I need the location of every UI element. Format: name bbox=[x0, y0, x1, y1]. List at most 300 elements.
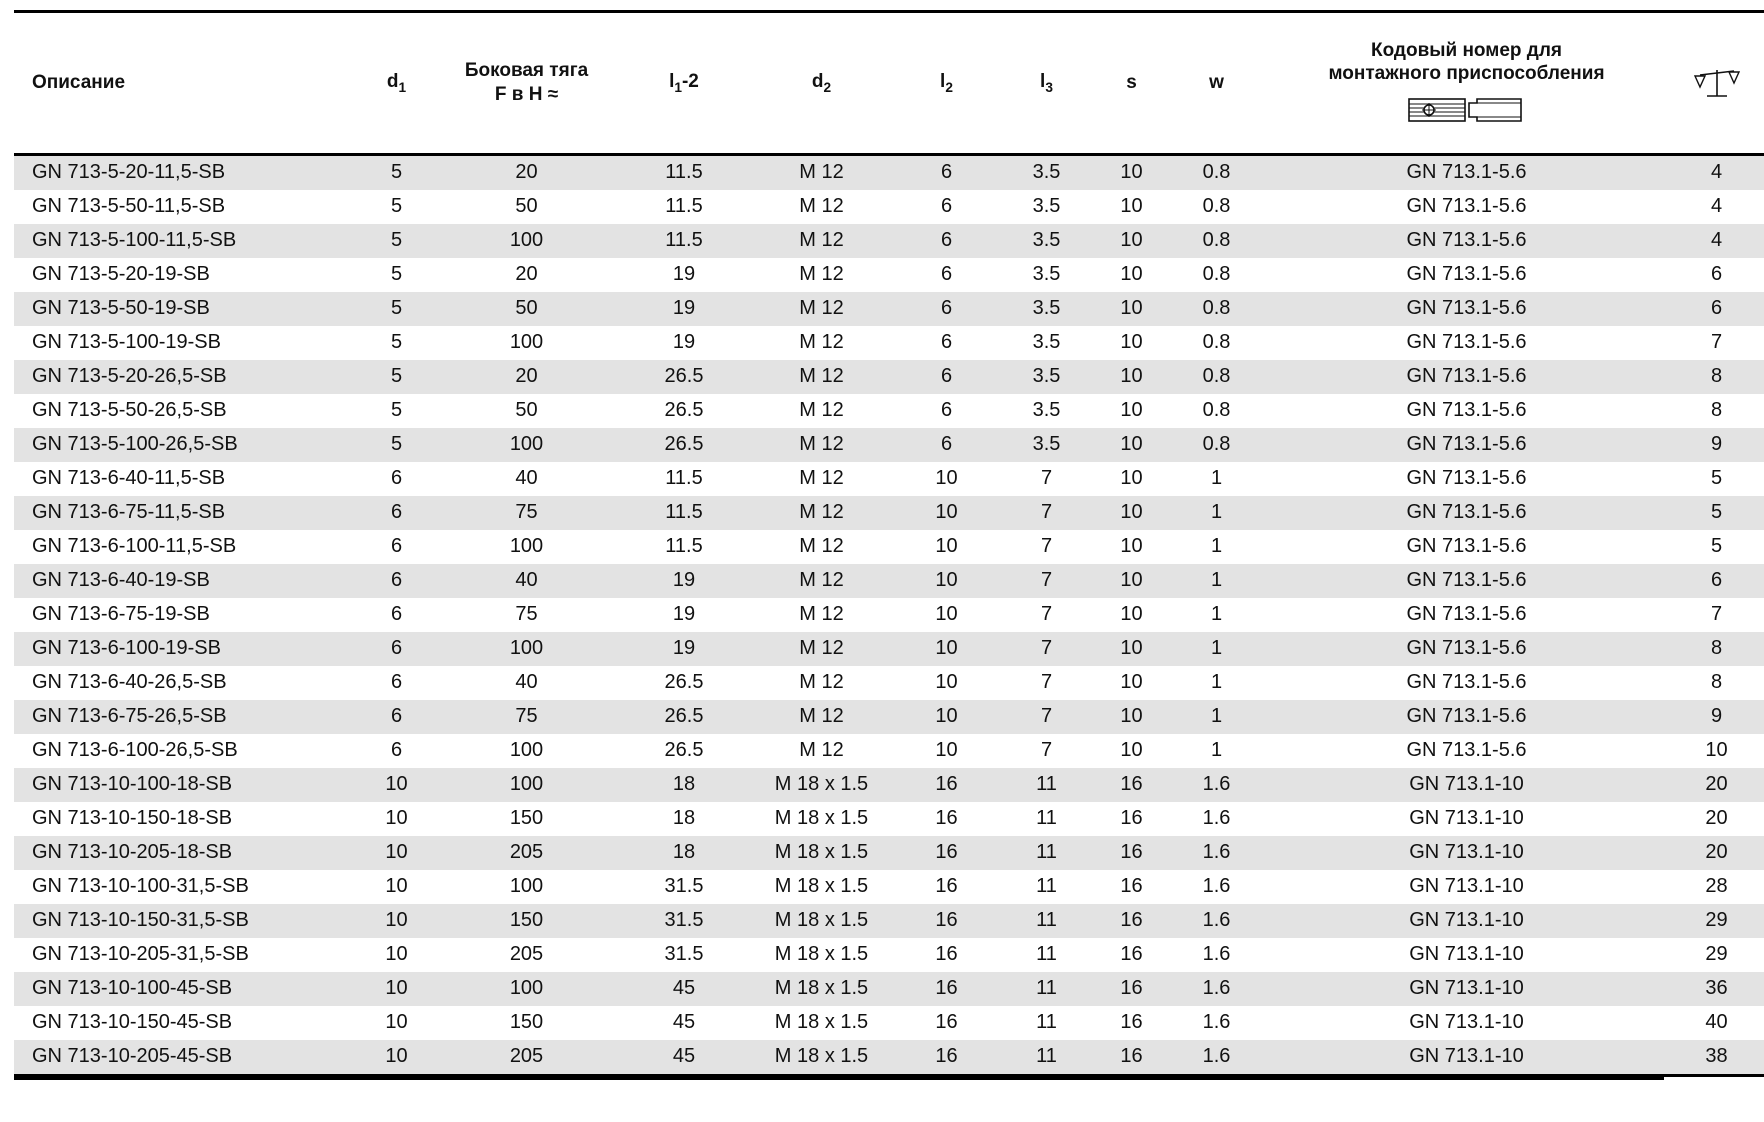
cell-value: 7 bbox=[1040, 637, 1053, 659]
cell-value: GN 713.1-10 bbox=[1409, 909, 1524, 931]
cell-value: M 18 x 1.5 bbox=[774, 875, 869, 897]
cell-value: 11.5 bbox=[665, 195, 703, 217]
cell-value: 16 bbox=[935, 875, 958, 897]
table-row bbox=[14, 1006, 1764, 1040]
cell-value: 10 bbox=[1120, 705, 1143, 727]
cell-value: 150 bbox=[509, 909, 544, 931]
cell-value: 1 bbox=[1210, 535, 1223, 557]
cell-value: GN 713.1-5.6 bbox=[1406, 399, 1527, 421]
cell-value: 8 bbox=[1710, 399, 1723, 421]
cell-description: GN 713-10-150-18-SB bbox=[32, 807, 233, 829]
cell-value: M 12 bbox=[799, 569, 844, 591]
cell-value: 10 bbox=[385, 773, 408, 795]
col-header-l2-label: l bbox=[940, 71, 946, 93]
cell-value: 6 bbox=[940, 433, 953, 455]
cell-value: 100 bbox=[509, 433, 544, 455]
cell-description: GN 713-5-20-26,5-SB bbox=[32, 365, 227, 387]
cell-value: 6 bbox=[1710, 297, 1723, 319]
cell-value: 5 bbox=[390, 229, 403, 251]
cell-description: GN 713-6-40-19-SB bbox=[32, 569, 210, 591]
cell-value: GN 713.1-5.6 bbox=[1406, 263, 1527, 285]
cell-value: 10 bbox=[1120, 603, 1143, 625]
cell-value: 6 bbox=[1710, 569, 1723, 591]
col-header-w-label: w bbox=[1209, 72, 1224, 93]
cell-value: 20 bbox=[1705, 841, 1728, 863]
cell-description: GN 713-5-50-26,5-SB bbox=[32, 399, 227, 421]
cell-value: 1.6 bbox=[1202, 875, 1231, 897]
col-header-d1-subscript: 1 bbox=[398, 79, 407, 95]
cell-value: GN 713.1-10 bbox=[1409, 1045, 1524, 1067]
mounting-fixture-icon bbox=[1264, 93, 1669, 127]
cell-value: 10 bbox=[1120, 263, 1143, 285]
cell-value: 6 bbox=[940, 331, 953, 353]
table-row bbox=[14, 598, 1764, 632]
cell-value: 0.8 bbox=[1202, 263, 1231, 285]
cell-value: M 12 bbox=[799, 433, 844, 455]
cell-value: 16 bbox=[1120, 875, 1143, 897]
cell-value: GN 713.1-5.6 bbox=[1406, 671, 1527, 693]
col-header-l3-label: l bbox=[1040, 71, 1046, 93]
cell-value: 45 bbox=[672, 977, 696, 999]
cell-value: 16 bbox=[1120, 909, 1143, 931]
cell-value: 11 bbox=[1036, 1011, 1057, 1033]
cell-value: 3.5 bbox=[1032, 331, 1061, 353]
cell-value: 6 bbox=[940, 399, 953, 421]
cell-value: 7 bbox=[1040, 501, 1053, 523]
col-header-d2-label: d bbox=[811, 71, 824, 93]
cell-value: 205 bbox=[509, 1045, 544, 1067]
cell-value: GN 713.1-5.6 bbox=[1406, 705, 1527, 727]
cell-value: 0.8 bbox=[1202, 161, 1231, 183]
cell-value: 11.5 bbox=[665, 229, 703, 251]
cell-description: GN 713-10-150-31,5-SB bbox=[32, 909, 249, 931]
cell-value: 5 bbox=[390, 263, 403, 285]
cell-value: 11 bbox=[1036, 773, 1057, 795]
cell-value: GN 713.1-5.6 bbox=[1406, 161, 1527, 183]
cell-value: GN 713.1-5.6 bbox=[1406, 603, 1527, 625]
cell-value: 10 bbox=[935, 671, 958, 693]
cell-value: 16 bbox=[935, 841, 958, 863]
cell-description: GN 713-6-75-26,5-SB bbox=[32, 705, 227, 727]
cell-value: 16 bbox=[935, 909, 958, 931]
cell-value: 26.5 bbox=[664, 433, 704, 455]
cell-value: 31.5 bbox=[664, 909, 704, 931]
cell-value: M 12 bbox=[799, 331, 844, 353]
table-row bbox=[14, 700, 1764, 734]
cell-value: 1.6 bbox=[1202, 943, 1231, 965]
cell-value: 5 bbox=[390, 399, 403, 421]
cell-description: GN 713-5-100-26,5-SB bbox=[32, 433, 238, 455]
cell-value: 10 bbox=[1120, 433, 1143, 455]
cell-value: 1 bbox=[1210, 569, 1223, 591]
cell-value: M 12 bbox=[799, 705, 844, 727]
cell-value: 11 bbox=[1036, 909, 1057, 931]
cell-value: 6 bbox=[1710, 263, 1723, 285]
table-row bbox=[14, 155, 1764, 191]
cell-value: 26.5 bbox=[664, 739, 704, 761]
col-header-l1-label: l bbox=[669, 71, 675, 93]
cell-value: 10 bbox=[1120, 671, 1143, 693]
cell-value: 9 bbox=[1710, 705, 1723, 727]
cell-value: 0.8 bbox=[1202, 433, 1231, 455]
cell-value: 50 bbox=[515, 399, 538, 421]
cell-value: 10 bbox=[1120, 297, 1143, 319]
cell-value: GN 713.1-10 bbox=[1409, 807, 1524, 829]
cell-value: 11 bbox=[1036, 943, 1057, 965]
cell-value: M 18 x 1.5 bbox=[774, 841, 869, 863]
cell-description: GN 713-10-100-45-SB bbox=[32, 977, 233, 999]
cell-value: GN 713.1-10 bbox=[1409, 875, 1524, 897]
cell-value: 10 bbox=[1120, 399, 1143, 421]
cell-value: 10 bbox=[1120, 195, 1143, 217]
cell-value: 11 bbox=[1036, 977, 1057, 999]
table-body bbox=[14, 155, 1764, 1076]
cell-value: 5 bbox=[390, 331, 403, 353]
cell-value: 0.8 bbox=[1202, 195, 1231, 217]
cell-value: 6 bbox=[940, 195, 953, 217]
cell-value: 10 bbox=[385, 841, 408, 863]
cell-value: 11 bbox=[1036, 841, 1057, 863]
cell-value: 10 bbox=[935, 467, 958, 489]
cell-value: 6 bbox=[390, 501, 403, 523]
cell-value: 6 bbox=[390, 535, 403, 557]
cell-value: 7 bbox=[1040, 535, 1053, 557]
cell-value: 75 bbox=[515, 501, 538, 523]
table-row bbox=[14, 972, 1764, 1006]
cell-value: 11 bbox=[1036, 1045, 1057, 1067]
cell-value: 100 bbox=[509, 229, 544, 251]
cell-value: 40 bbox=[515, 671, 538, 693]
col-header-d2-subscript: 2 bbox=[823, 79, 832, 95]
cell-value: 10 bbox=[935, 501, 958, 523]
cell-value: 4 bbox=[1710, 195, 1723, 217]
cell-value: 100 bbox=[509, 535, 544, 557]
cell-description: GN 713-10-100-18-SB bbox=[32, 773, 233, 795]
table-row bbox=[14, 666, 1764, 700]
cell-value: 3.5 bbox=[1032, 433, 1061, 455]
cell-value: 1 bbox=[1210, 637, 1223, 659]
table-row bbox=[14, 428, 1764, 462]
cell-description: GN 713-6-100-11,5-SB bbox=[32, 535, 237, 557]
cell-value: 6 bbox=[390, 739, 403, 761]
cell-value: 5 bbox=[390, 297, 403, 319]
cell-value: 28 bbox=[1705, 875, 1728, 897]
col-header-d1-label: d bbox=[386, 71, 399, 93]
table-bottom-rule bbox=[14, 1077, 1664, 1080]
cell-value: 16 bbox=[935, 943, 958, 965]
specification-table bbox=[14, 10, 1764, 1077]
cell-value: GN 713.1-5.6 bbox=[1406, 501, 1527, 523]
col-header-l2 bbox=[894, 12, 999, 155]
col-header-code-line1: Кодовый номер для bbox=[1370, 39, 1563, 61]
cell-value: 205 bbox=[509, 841, 544, 863]
table-row bbox=[14, 836, 1764, 870]
cell-value: 10 bbox=[935, 739, 958, 761]
cell-value: M 12 bbox=[799, 467, 844, 489]
cell-value: 3.5 bbox=[1032, 195, 1061, 217]
cell-value: M 12 bbox=[799, 501, 844, 523]
cell-description: GN 713-5-50-19-SB bbox=[32, 297, 210, 319]
cell-value: 16 bbox=[1120, 1045, 1143, 1067]
col-header-weight bbox=[1669, 12, 1764, 155]
cell-value: 1.6 bbox=[1202, 1045, 1231, 1067]
cell-value: M 18 x 1.5 bbox=[774, 943, 869, 965]
cell-value: 11.5 bbox=[665, 467, 703, 489]
cell-value: 6 bbox=[940, 161, 953, 183]
table-row bbox=[14, 190, 1764, 224]
cell-value: 6 bbox=[390, 671, 403, 693]
cell-value: 36 bbox=[1705, 977, 1728, 999]
cell-value: 16 bbox=[1120, 1011, 1143, 1033]
table-head bbox=[14, 12, 1764, 155]
cell-value: 6 bbox=[390, 569, 403, 591]
col-header-l2-subscript: 2 bbox=[945, 79, 953, 95]
cell-value: 1 bbox=[1210, 705, 1223, 727]
cell-value: M 18 x 1.5 bbox=[774, 1045, 869, 1067]
cell-value: 3.5 bbox=[1032, 365, 1061, 387]
cell-value: M 12 bbox=[799, 297, 844, 319]
cell-description: GN 713-10-205-45-SB bbox=[32, 1045, 233, 1067]
col-header-code-number bbox=[1264, 12, 1669, 155]
cell-value: 100 bbox=[509, 977, 544, 999]
col-header-l1-subscript: 1 bbox=[674, 79, 682, 95]
cell-value: GN 713.1-10 bbox=[1409, 943, 1524, 965]
cell-value: M 18 x 1.5 bbox=[774, 977, 869, 999]
cell-value: M 12 bbox=[799, 603, 844, 625]
cell-value: M 18 x 1.5 bbox=[774, 909, 869, 931]
cell-value: 4 bbox=[1710, 229, 1723, 251]
cell-value: 29 bbox=[1705, 943, 1728, 965]
cell-description: GN 713-10-100-31,5-SB bbox=[32, 875, 249, 897]
cell-value: 6 bbox=[940, 229, 953, 251]
col-header-description bbox=[14, 12, 359, 155]
cell-value: 16 bbox=[1120, 841, 1143, 863]
cell-value: 1.6 bbox=[1202, 807, 1231, 829]
cell-value: 5 bbox=[1710, 467, 1723, 489]
cell-description: GN 713-6-100-19-SB bbox=[32, 637, 221, 659]
cell-value: 7 bbox=[1040, 671, 1053, 693]
header-row bbox=[14, 12, 1764, 155]
cell-value: M 12 bbox=[799, 739, 844, 761]
cell-value: 10 bbox=[1120, 331, 1143, 353]
cell-value: 16 bbox=[1120, 773, 1143, 795]
table-row bbox=[14, 938, 1764, 972]
cell-value: 11.5 bbox=[665, 161, 703, 183]
cell-value: 6 bbox=[390, 603, 403, 625]
cell-value: 16 bbox=[935, 1011, 958, 1033]
table-row bbox=[14, 904, 1764, 938]
cell-value: 10 bbox=[935, 603, 958, 625]
col-header-side-pull-line2: F в H ≈ bbox=[494, 84, 559, 105]
cell-value: 19 bbox=[672, 297, 696, 319]
cell-value: M 12 bbox=[799, 399, 844, 421]
cell-value: 5 bbox=[390, 161, 403, 183]
cell-value: 10 bbox=[1120, 467, 1143, 489]
cell-value: 0.8 bbox=[1202, 297, 1231, 319]
cell-value: M 12 bbox=[799, 263, 844, 285]
cell-value: 7 bbox=[1040, 467, 1053, 489]
cell-value: 3.5 bbox=[1032, 263, 1061, 285]
cell-value: 10 bbox=[935, 637, 958, 659]
cell-value: 10 bbox=[935, 535, 958, 557]
cell-value: GN 713.1-10 bbox=[1409, 773, 1524, 795]
cell-value: GN 713.1-10 bbox=[1409, 977, 1524, 999]
cell-value: 40 bbox=[515, 569, 538, 591]
cell-value: 29 bbox=[1705, 909, 1728, 931]
cell-value: 150 bbox=[509, 807, 544, 829]
cell-value: GN 713.1-5.6 bbox=[1406, 331, 1527, 353]
cell-value: 16 bbox=[935, 773, 958, 795]
cell-value: M 12 bbox=[799, 229, 844, 251]
cell-value: 100 bbox=[509, 637, 544, 659]
col-header-side-pull-line1: Боковая тяга bbox=[464, 60, 589, 82]
cell-value: 20 bbox=[515, 365, 538, 387]
cell-value: M 12 bbox=[799, 637, 844, 659]
table-row bbox=[14, 394, 1764, 428]
cell-description: GN 713-6-100-26,5-SB bbox=[32, 739, 238, 761]
cell-value: 1.6 bbox=[1202, 909, 1231, 931]
cell-description: GN 713-6-40-11,5-SB bbox=[32, 467, 226, 489]
cell-description: GN 713-5-20-19-SB bbox=[32, 263, 210, 285]
cell-description: GN 713-5-50-11,5-SB bbox=[32, 195, 226, 217]
cell-value: GN 713.1-5.6 bbox=[1406, 365, 1527, 387]
table-row bbox=[14, 530, 1764, 564]
cell-value: 1.6 bbox=[1202, 841, 1231, 863]
cell-value: 75 bbox=[515, 705, 538, 727]
cell-value: 31.5 bbox=[664, 875, 704, 897]
cell-value: 75 bbox=[515, 603, 538, 625]
cell-value: 11 bbox=[1036, 807, 1057, 829]
table-row bbox=[14, 326, 1764, 360]
cell-value: 10 bbox=[935, 569, 958, 591]
cell-value: 19 bbox=[672, 263, 696, 285]
cell-value: 18 bbox=[672, 807, 696, 829]
cell-description: GN 713-10-205-18-SB bbox=[32, 841, 233, 863]
cell-value: 7 bbox=[1040, 603, 1053, 625]
cell-description: GN 713-6-40-26,5-SB bbox=[32, 671, 227, 693]
cell-value: 10 bbox=[935, 705, 958, 727]
cell-value: 19 bbox=[672, 603, 696, 625]
cell-value: 10 bbox=[1120, 365, 1143, 387]
cell-value: 10 bbox=[1120, 161, 1143, 183]
cell-value: 10 bbox=[1120, 229, 1143, 251]
table-row bbox=[14, 870, 1764, 904]
cell-value: 0.8 bbox=[1202, 331, 1231, 353]
cell-value: 7 bbox=[1040, 569, 1053, 591]
cell-value: 16 bbox=[1120, 977, 1143, 999]
cell-value: 1.6 bbox=[1202, 773, 1231, 795]
cell-value: GN 713.1-5.6 bbox=[1406, 297, 1527, 319]
cell-value: 3.5 bbox=[1032, 297, 1061, 319]
cell-description: GN 713-6-75-11,5-SB bbox=[32, 501, 226, 523]
cell-description: GN 713-5-20-11,5-SB bbox=[32, 161, 226, 183]
cell-value: GN 713.1-5.6 bbox=[1406, 739, 1527, 761]
cell-value: 6 bbox=[390, 467, 403, 489]
cell-value: 3.5 bbox=[1032, 399, 1061, 421]
cell-value: GN 713.1-5.6 bbox=[1406, 467, 1527, 489]
cell-value: 7 bbox=[1040, 705, 1053, 727]
cell-value: 10 bbox=[1120, 501, 1143, 523]
cell-value: 4 bbox=[1710, 161, 1723, 183]
cell-value: 45 bbox=[672, 1045, 696, 1067]
cell-value: 5 bbox=[390, 365, 403, 387]
cell-value: 10 bbox=[1705, 739, 1728, 761]
cell-value: 10 bbox=[385, 909, 408, 931]
cell-value: GN 713.1-5.6 bbox=[1406, 195, 1527, 217]
cell-value: 18 bbox=[672, 773, 696, 795]
cell-value: 50 bbox=[515, 195, 538, 217]
cell-value: 1 bbox=[1210, 671, 1223, 693]
cell-value: M 12 bbox=[799, 671, 844, 693]
cell-value: 38 bbox=[1705, 1045, 1728, 1067]
cell-value: 26.5 bbox=[664, 365, 704, 387]
table-row bbox=[14, 258, 1764, 292]
cell-value: 6 bbox=[940, 297, 953, 319]
table-row bbox=[14, 1040, 1764, 1076]
cell-value: 10 bbox=[385, 1045, 408, 1067]
cell-value: 5 bbox=[390, 195, 403, 217]
cell-value: 6 bbox=[390, 705, 403, 727]
table-row bbox=[14, 768, 1764, 802]
cell-value: 26.5 bbox=[664, 705, 704, 727]
table-row bbox=[14, 224, 1764, 258]
cell-value: 5 bbox=[390, 433, 403, 455]
cell-value: 205 bbox=[509, 943, 544, 965]
col-header-code-line2: монтажного приспособления bbox=[1328, 63, 1605, 84]
cell-value: 1.6 bbox=[1202, 977, 1231, 999]
cell-value: 16 bbox=[1120, 807, 1143, 829]
table-row bbox=[14, 496, 1764, 530]
cell-value: 40 bbox=[1705, 1011, 1728, 1033]
cell-value: M 12 bbox=[799, 365, 844, 387]
cell-value: 11.5 bbox=[665, 501, 703, 523]
cell-value: M 18 x 1.5 bbox=[774, 807, 869, 829]
cell-value: 1 bbox=[1210, 739, 1223, 761]
cell-value: 20 bbox=[1705, 773, 1728, 795]
cell-value: 7 bbox=[1710, 331, 1723, 353]
cell-value: 100 bbox=[509, 739, 544, 761]
cell-value: 0.8 bbox=[1202, 365, 1231, 387]
cell-value: 45 bbox=[672, 1011, 696, 1033]
col-header-d2 bbox=[749, 12, 894, 155]
cell-value: 100 bbox=[509, 875, 544, 897]
cell-value: 5 bbox=[1710, 535, 1723, 557]
col-header-l1 bbox=[619, 12, 749, 155]
cell-value: 11.5 bbox=[665, 535, 703, 557]
cell-value: 11 bbox=[1036, 875, 1057, 897]
cell-value: 3.5 bbox=[1032, 229, 1061, 251]
cell-value: 31.5 bbox=[664, 943, 704, 965]
cell-value: 16 bbox=[935, 977, 958, 999]
cell-value: 19 bbox=[672, 637, 696, 659]
col-header-w bbox=[1169, 12, 1264, 155]
cell-value: 18 bbox=[672, 841, 696, 863]
col-header-side-pull bbox=[434, 12, 619, 155]
cell-value: 26.5 bbox=[664, 399, 704, 421]
cell-value: 10 bbox=[1120, 535, 1143, 557]
cell-value: 3.5 bbox=[1032, 161, 1061, 183]
col-header-l3 bbox=[999, 12, 1094, 155]
cell-value: 10 bbox=[385, 943, 408, 965]
cell-value: M 18 x 1.5 bbox=[774, 773, 869, 795]
cell-description: GN 713-10-205-31,5-SB bbox=[32, 943, 249, 965]
table-row bbox=[14, 734, 1764, 768]
cell-value: 1 bbox=[1210, 501, 1223, 523]
cell-value: 0.8 bbox=[1202, 229, 1231, 251]
cell-value: M 12 bbox=[799, 535, 844, 557]
cell-value: 1.6 bbox=[1202, 1011, 1231, 1033]
cell-description: GN 713-6-75-19-SB bbox=[32, 603, 210, 625]
